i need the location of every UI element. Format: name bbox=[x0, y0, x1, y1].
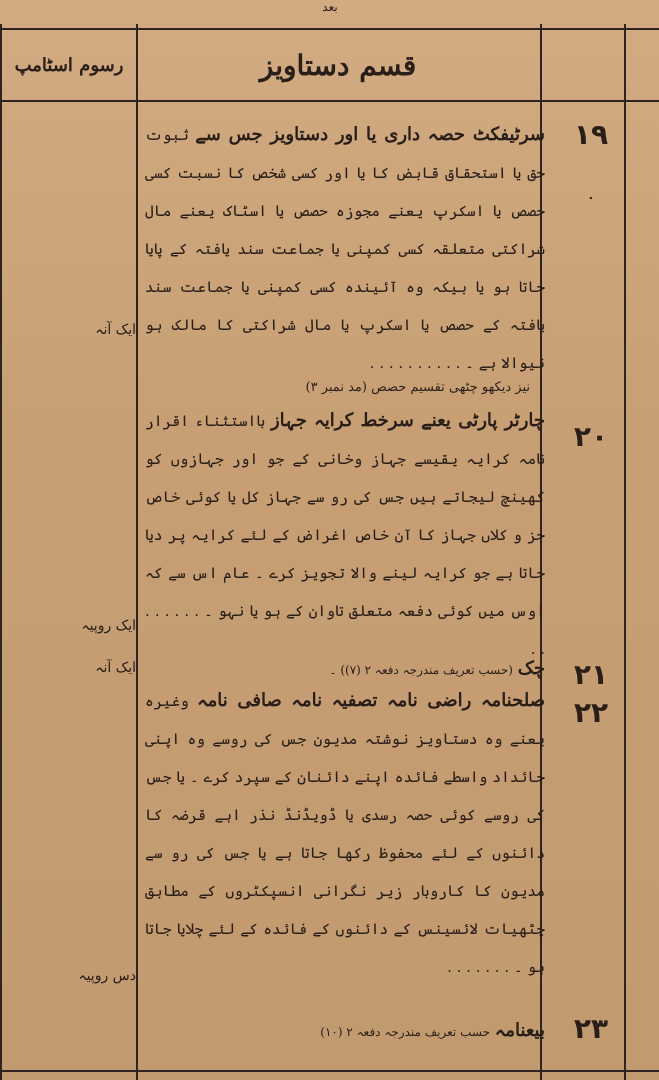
entry-lead: صلحنامہ راضی نامہ تصفیہ نامہ صافی نامہ bbox=[197, 690, 545, 711]
column-header-stamp: رسوم اسٹامپ bbox=[14, 54, 124, 76]
header-bottom-rule bbox=[0, 100, 659, 102]
entry-mark: . bbox=[588, 183, 594, 204]
entry-lead: چک bbox=[517, 658, 545, 679]
entry-number: ١٩ bbox=[573, 118, 609, 151]
entry-body: (حسب تعریف مندرجہ دفعہ ۲ (۷)) ۔ bbox=[329, 663, 513, 677]
entry-lead: سرٹیفکٹ حصہ داری یا اور دستاویز جس سے bbox=[195, 124, 545, 145]
entry-number: ٢١ bbox=[573, 658, 609, 691]
stamp-duty: ایک روپیہ bbox=[81, 618, 136, 634]
stamp-duty: دس روپیہ bbox=[78, 968, 136, 984]
entry-lead: بیعنامہ bbox=[494, 1020, 545, 1041]
border-right bbox=[624, 24, 626, 1080]
border-left bbox=[0, 24, 2, 1080]
entry-number: ٢٢ bbox=[573, 696, 609, 729]
entry-body: وغیرہ یعنے وہ دستاویز نوشتہ مدیون جس کی روسے وہ اپنی جائداد واسطے فائدہ اپنے دائنان کے سپرد کرے ۔ یا جس کی روسے کوئی حصہ رسدی یا ڈویڈنڈ نذر اہے قرضہ کا دائنوں کے لئے محفوظ رکھا جاتا ہے یا جس کی رو سے مدیون کا کاروبار زیر نگرانی انسپکٹروں کے مطابق چٹھیات لائسینس کے دائنوں کے فائدہ کے لئے چلایا جاتا ہو ۔ . . . . . . . bbox=[145, 692, 545, 976]
entry-body: ثبوت حق یا استحقاق قابض کا یا اور کسی شخص کا نسبت کسی حصص یا اسکرپ یعنے مجوزہ حصص یا اسٹاک یعنے مال شراکتی متعلقہ کسی کمپنی یا جماعت سند یافتہ کے پایا جاتا ہو یا بیکہ وہ آئیندہ کسی کمپنی یا جماعت سند یافتہ کے حصص یا اسکرپ یا مال شراکتی کا مالک ہو نیوالا ہے ۔ . . . . . . . . . . bbox=[145, 126, 545, 372]
stamp-duty: ایک آنہ bbox=[95, 660, 136, 676]
entry-body: حسب تعریف مندرجہ دفعہ ۲ (۱۰) bbox=[320, 1025, 490, 1039]
entry-text bbox=[145, 1012, 545, 1051]
entry-lead: چارٹر پارٹی یعنے سرخط کرایہ جہاز bbox=[270, 410, 545, 431]
top-fragment: بعد bbox=[322, 0, 338, 14]
entry-number: ٢٠ bbox=[573, 420, 609, 453]
entry-note: نیز دیکھو چٹھی تقسیم حصص (مد نمبر ۳) bbox=[305, 380, 530, 395]
entry-text bbox=[145, 116, 545, 382]
table-bottom-rule bbox=[0, 1070, 659, 1072]
entry-number: ٢٣ bbox=[573, 1012, 609, 1045]
entry-body: بااستثناء اقرار نامہ کرایہ یقیسے جہاز وخانی کے جو اور جہازوں کو کھینچ لیجاتے ہیں جس کی رو سے جہاز کل یا کوئی خاص جز و کلاں جہاز کا آن خاص اغراض کے لئے کرایہ پر دیا جاتا ہے جو کرایہ لینے والا تجویز کرے ۔ عام اس سے کہ اوس میں کوئی دفعہ متعلق تاوان کے ہو یا نہو ۔ . . . . . . . . bbox=[145, 412, 545, 658]
entry-text bbox=[145, 682, 545, 986]
column-header-document: قسم دستاویز bbox=[259, 48, 417, 82]
entry-text bbox=[145, 402, 545, 668]
stamp-duty: ایک آنہ bbox=[95, 322, 136, 338]
column-divider-stamp bbox=[136, 24, 138, 1080]
